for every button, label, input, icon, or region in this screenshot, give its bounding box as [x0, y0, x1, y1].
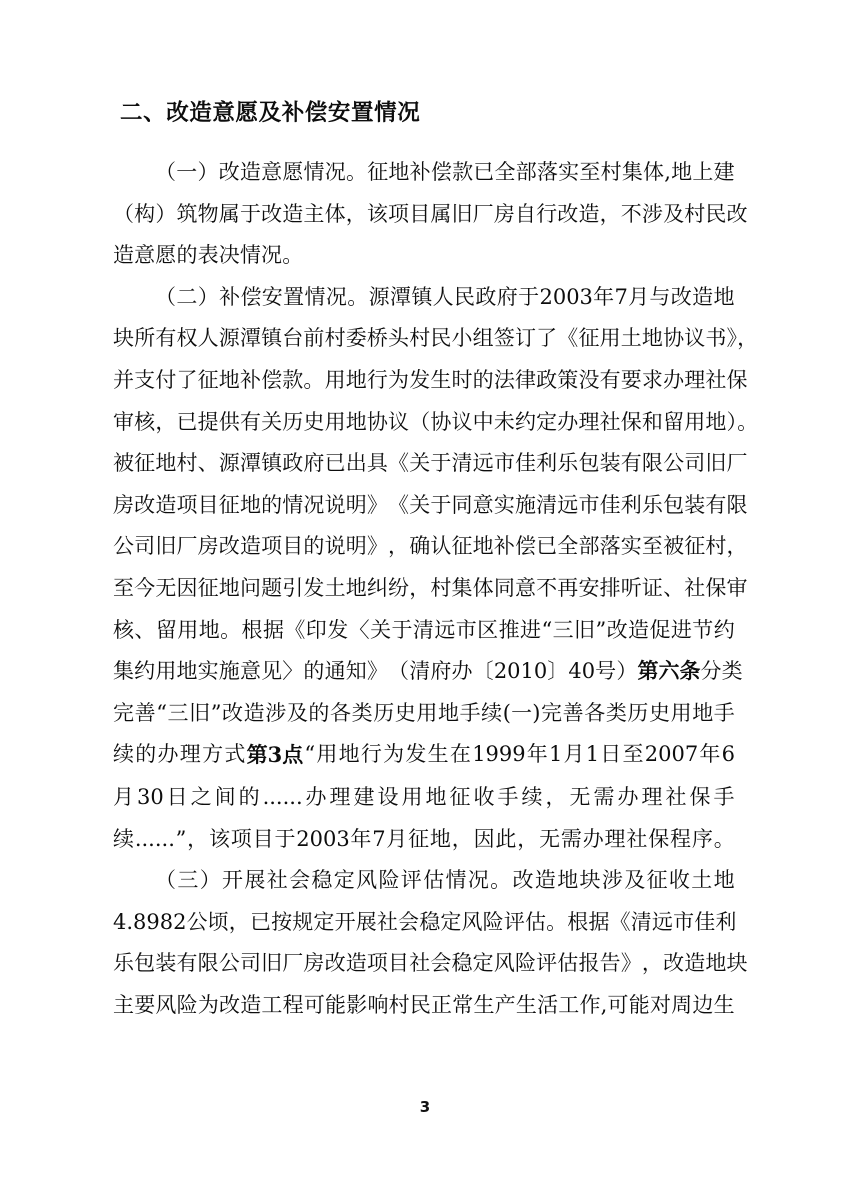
paragraph-two-line-3: 并 支 付 了 征 地 补 偿 款 。 用 地 行 为 发 生 时 的 法 律 政 策 没 有 要 求 办 理 社 保	[113, 367, 748, 392]
paragraph-two-line-9: 核 、 留 用 地 。 根 据 《 印 发 〈 关 于 清 远 市 区 推 进 “ 三 旧 ” 改 造 促 进 节 约	[113, 617, 735, 642]
paragraph-two-line-1: （ 二 ） 补 偿 安 置 情 况 。 源 潭 镇 人 民 政 府 于 2003 年 7 月 与 改 造 地	[155, 284, 735, 309]
paragraph-three-line-4: 主 要 风 险 为 改 造 工 程 可 能 影 响 村 民 正 常 生 产 生 活 工 作 , 可 能 对 周 边 生	[113, 992, 735, 1017]
paragraph-two-line-2: 块 所 有 权 人 源 潭 镇 台 前 村 委 桥 头 村 民 小 组 签 订 了 《 征 用 土 地 协 议 书 》，	[113, 326, 759, 351]
paragraph-two-line-6: 房 改 造 项 目 征 地 的 情 况 说 明 》 《 关 于 同 意 实 施 清 远 市 佳 利 乐 包 装 有 限	[113, 492, 748, 517]
paragraph-two-line-13: 月 30 日 之 间 的 ...... 办 理 建 设 用 地 征 收 手 续 ， 无 需 办 理 社 保 手	[113, 784, 735, 809]
paragraph-two	[113, 277, 759, 860]
page-number: 3	[419, 1098, 431, 1116]
paragraph-two-line-7: 公 司 旧 厂 房 改 造 项 目 的 说 明 》 ， 确 认 征 地 补 偿 已 全 部 落 实 至 被 征 村 ，	[113, 534, 748, 559]
paragraph-three-line-2: 4.8982 公 顷 ， 已 按 规 定 开 展 社 会 稳 定 风 险 评 估 。 根 据 《 清 远 市 佳 利	[113, 909, 737, 934]
paragraph-one-line-3: 造意愿的表决情况。	[113, 243, 304, 268]
paragraph-three	[113, 860, 748, 1026]
paragraph-three-line-1: （ 三 ） 开 展 社 会 稳 定 风 险 评 估 情 况 。 改 造 地 块 涉 及 征 收 土 地	[155, 868, 735, 893]
paragraph-two-line-12: 续 的 办 理 方 式 第3点 “ 用 地 行 为 发 生 在 1999 年 1 月 1 日 至 2007 年 6	[113, 742, 735, 768]
paragraph-two-line-14: 续 ...... ” ， 该 项 目 于 2003 年 7 月 征 地 ， 因 此 ， 无 需 办 理 社 保 程 序 。	[113, 826, 735, 851]
paragraph-two-line-5: 被 征 地 村 、 源 潭 镇 政 府 已 出 具 《 关 于 清 远 市 佳 利 乐 包 装 有 限 公 司 旧 厂	[113, 451, 748, 476]
paragraph-two-line-10: 集 约 用 地 实 施 意 见 〉 的 通 知 》 （ 清 府 办 〔 2010 〕 40 号 ） 第六条 分 类	[113, 659, 743, 684]
paragraph-three-line-3: 乐 包 装 有 限 公 司 旧 厂 房 改 造 项 目 社 会 稳 定 风 险 评 估 报 告 》 ， 改 造 地 块	[113, 951, 748, 976]
page-title: 二、改造意愿及补偿安置情况	[120, 100, 421, 126]
paragraph-two-line-11: 完 善 “ 三 旧 ” 改 造 涉 及 的 各 类 历 史 用 地 手 续 (一) 完 善 各 类 历 史 用 地 手	[113, 700, 735, 725]
paragraph-one	[113, 152, 748, 277]
paragraph-one-line-1: （ 一 ） 改 造 意 愿 情 况 。 征 地 补 偿 款 已 全 部 落 实 至 村 集 体 , 地 上 建	[155, 160, 735, 184]
paragraph-two-line-4: 审 核 ， 已 提 供 有 关 历 史 用 地 协 议 （ 协 议 中 未 约 定 办 理 社 保 和 留 用 地 ）。	[113, 409, 759, 434]
paragraph-one-line-2: （ 构 ） 筑 物 属 于 改 造 主 体 ， 该 项 目 属 旧 厂 房 自 行 改 造 ， 不 涉 及 村 民 改	[113, 201, 748, 226]
paragraph-two-line-8: 至 今 无 因 征 地 问 题 引 发 土 地 纠 纷 ， 村 集 体 同 意 不 再 安 排 听 证 、 社 保 审	[113, 575, 748, 600]
document-content	[113, 96, 759, 1026]
